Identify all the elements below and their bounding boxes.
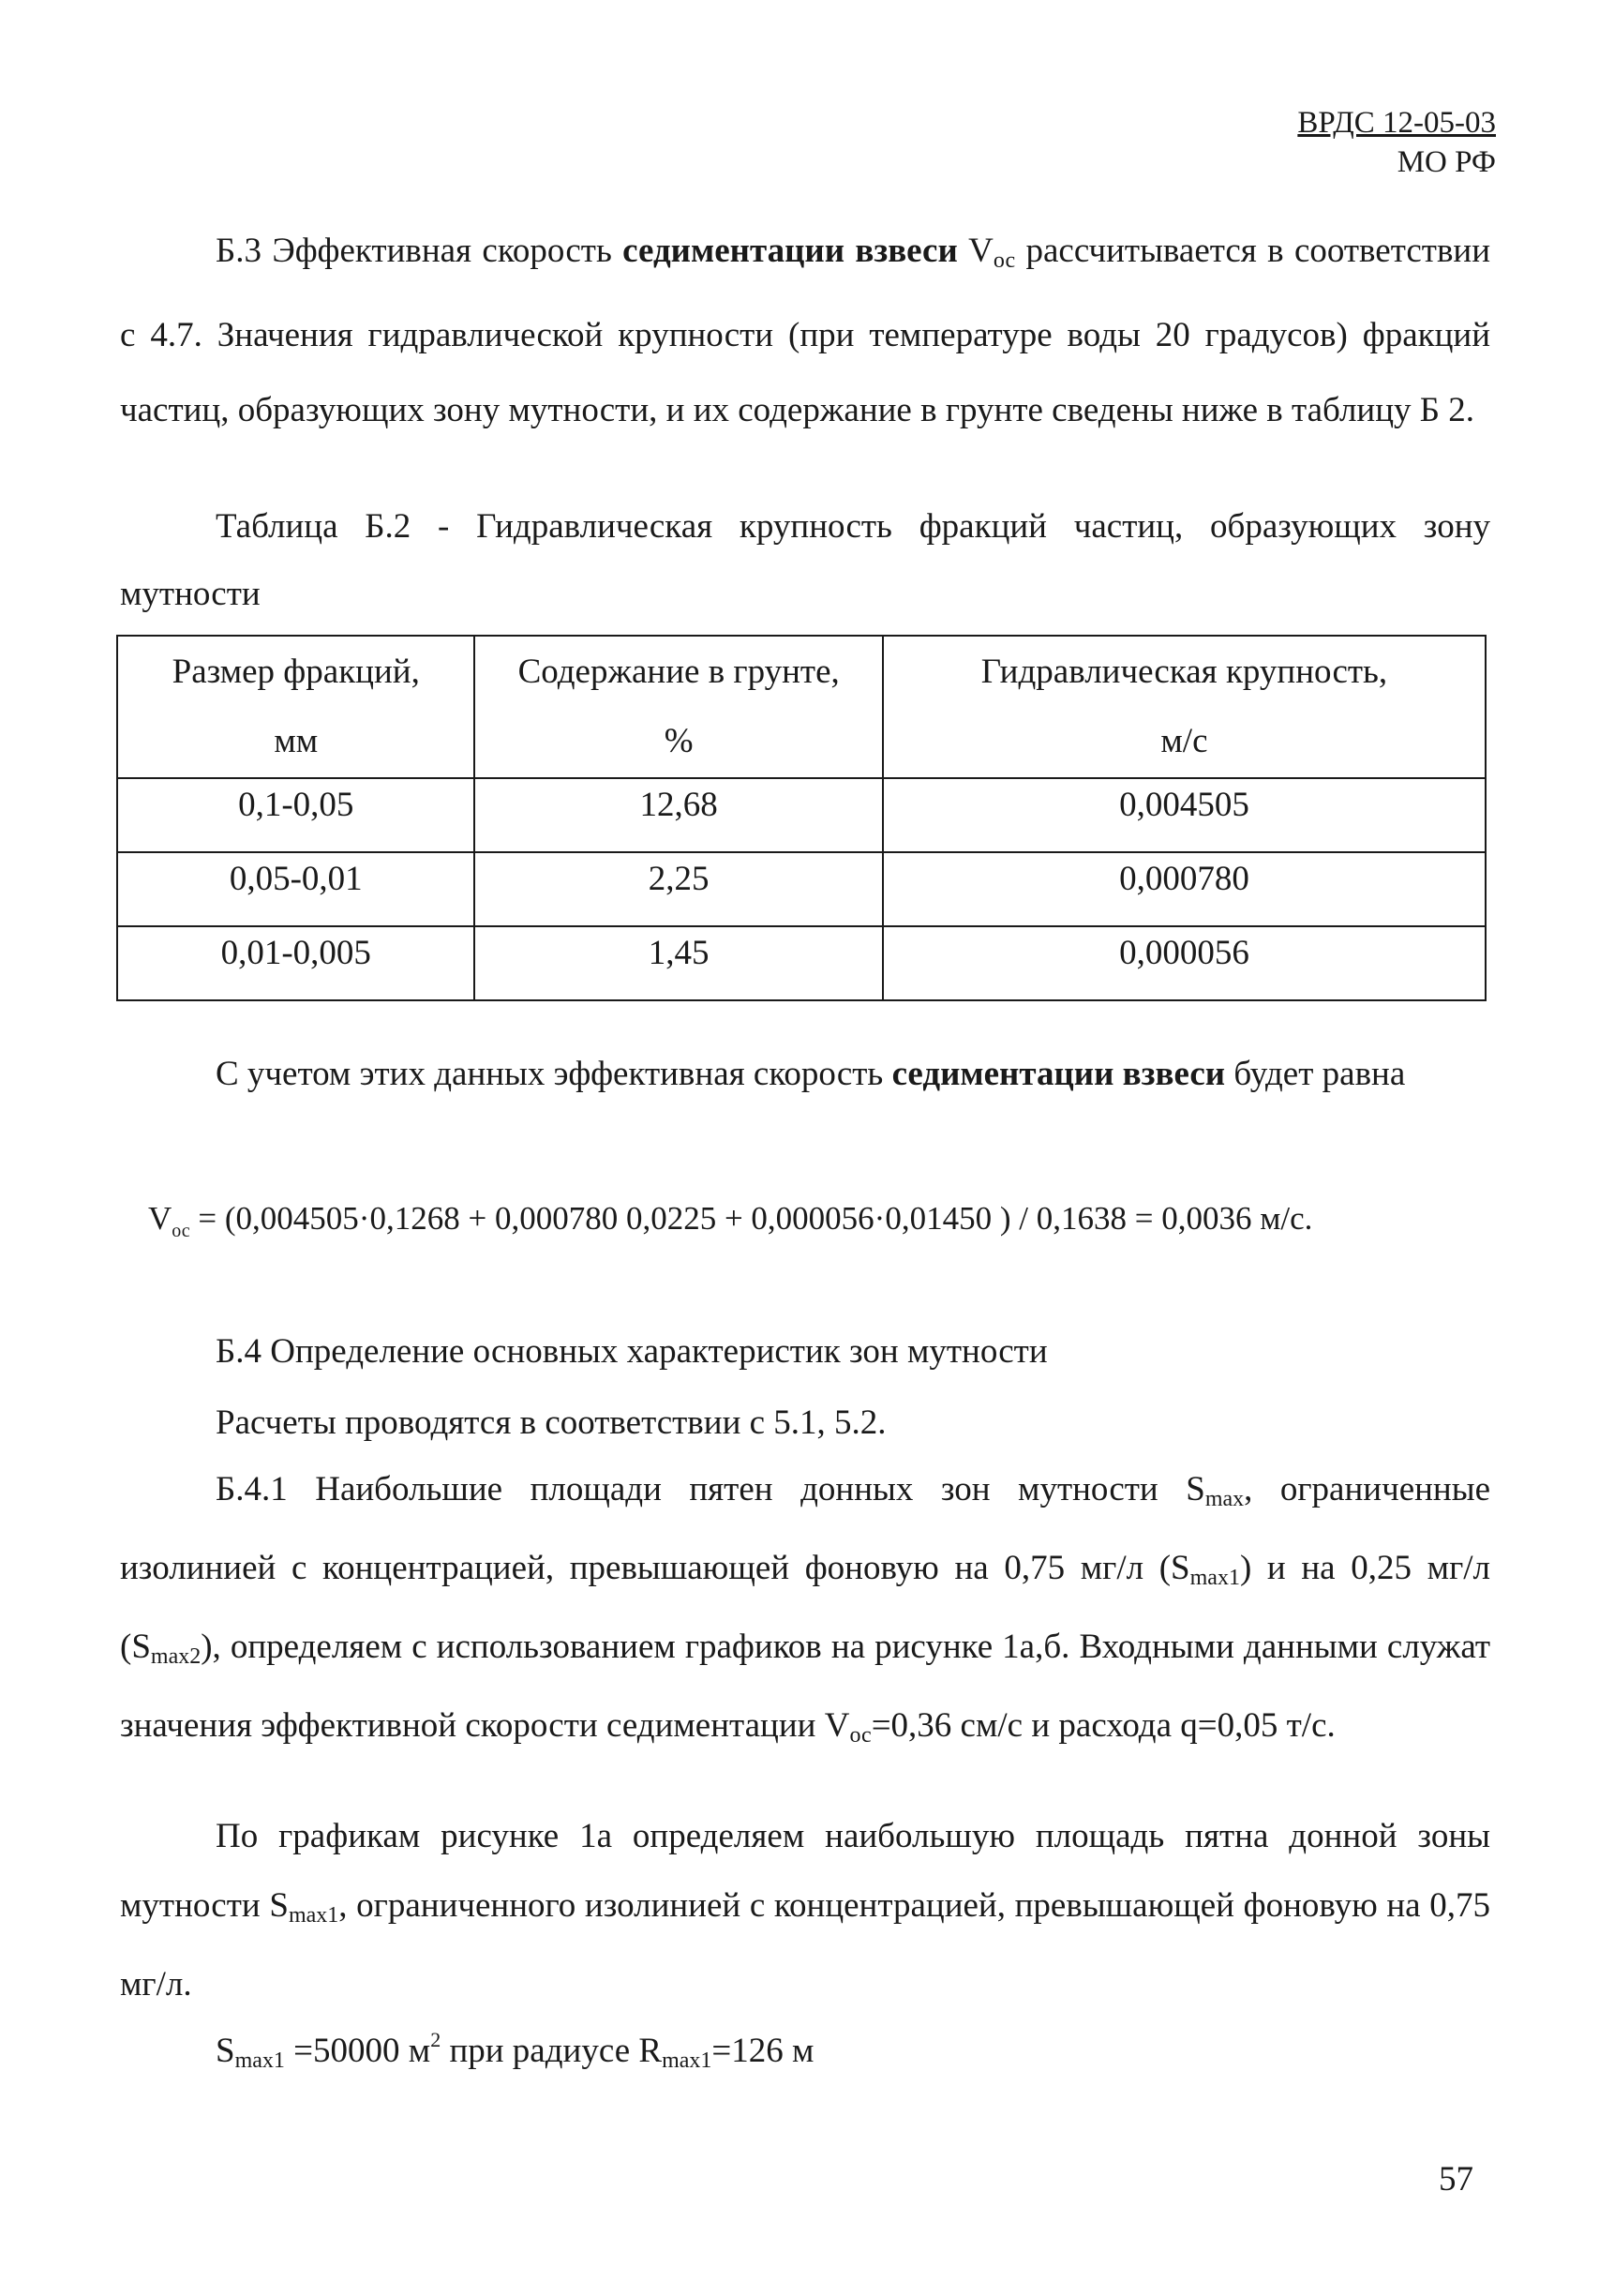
- table-cell: 0,000056: [883, 926, 1486, 1000]
- table-cell: 2,25: [474, 852, 882, 926]
- table-header-row: [117, 636, 1486, 778]
- doc-code: ВРДС 12-05-03: [1297, 106, 1496, 140]
- table-row: [117, 926, 1486, 1000]
- table-cell: 12,68: [474, 778, 882, 852]
- section-b4-title: Б.4 Определение основных характеристик зон мутности: [216, 1332, 1048, 1371]
- result-text-bold: седиментации взвеси: [891, 1055, 1226, 1093]
- result-text-c: будет равна: [1225, 1055, 1406, 1093]
- header-cell-content: Содержание в грунте, %: [474, 636, 882, 778]
- table-cell: 0,05-0,01: [117, 852, 474, 926]
- table-row: [117, 778, 1486, 852]
- table-cell: 0,000780: [883, 852, 1486, 926]
- table-row: [117, 852, 1486, 926]
- fraction-table: [116, 635, 1487, 1001]
- b3-text-a: Б.3 Эффективная скорость: [216, 232, 623, 270]
- b3-text-bold: седиментации взвеси: [622, 232, 958, 270]
- table-cell: 0,01-0,005: [117, 926, 474, 1000]
- paragraph-result: [120, 1041, 1490, 1108]
- header-cell-size: Размер фракций, мм: [117, 636, 474, 778]
- b3-v-subscript: ос: [993, 248, 1016, 273]
- b3-text-c: рассчитывается в соответствии с 4.7. Значения гидравлической крупности (при температуре воды 20 градусов) фракций частиц, образующих зону мутности, и их содержание в грунте сведены ниже в таблицу Б 2.: [120, 232, 1491, 429]
- section-b4-calc: Расчеты проводятся в соответствии с 5.1, 5.2.: [216, 1403, 887, 1442]
- sedimentation-formula: $V_{ос} = (0,004505\cdot 0,1268 + 0,000780$ 0,0225 + 0,000056·0,01450 ) / 0,1638 = 0,0036 м/с.: [148, 1200, 1313, 1241]
- table-cell: 0,1-0,05: [117, 778, 474, 852]
- header-cell-hydraulic: Гидравлическая крупность, м/с: [883, 636, 1486, 778]
- paragraph-b3: [120, 214, 1490, 448]
- page-number: 57: [1439, 2160, 1473, 2198]
- table-cell: 1,45: [474, 926, 882, 1000]
- table-caption-text: Таблица Б.2 - Гидравлическая крупность фракций частиц, образующих зону мутности: [120, 507, 1490, 613]
- b3-v-symbol: V: [968, 232, 994, 270]
- paragraph-b41: Б.4.1 Наибольшие площади пятен донных зон мутности $S_{max}$, ограниченные изолинией с концентрацией, превышающей фоновую на 0,75 мг/л $(S_{max1})$ и на 0,25 мг/л $(S_{max2})$, определяем с использованием графиков на рисунке 1а,б. Входными данными служат значения эффективной скорости седиментации $V_{ос}=0,36$ см/с и расхода q=0,05 т/с.: [120, 1470, 1490, 1748]
- result-text-a: С учетом этих данных эффективная скорость: [216, 1055, 892, 1093]
- paragraph-graph: По графикам рисунке 1а определяем наибольшую площадь пятна донной зоны мутности $S_{max1}$, ограниченного изолинией с концентрацией, превышающей фоновую на 0,75 мг/л.: [120, 1817, 1490, 2003]
- document-header: [1297, 103, 1496, 182]
- result-area-line: $S_{max1} =50000$ $м^2$ при радиусе $R_{max1}=126$ м: [216, 2028, 814, 2073]
- table-caption: [120, 493, 1490, 628]
- table-cell: 0,004505: [883, 778, 1486, 852]
- org-name: МО РФ: [1397, 145, 1496, 179]
